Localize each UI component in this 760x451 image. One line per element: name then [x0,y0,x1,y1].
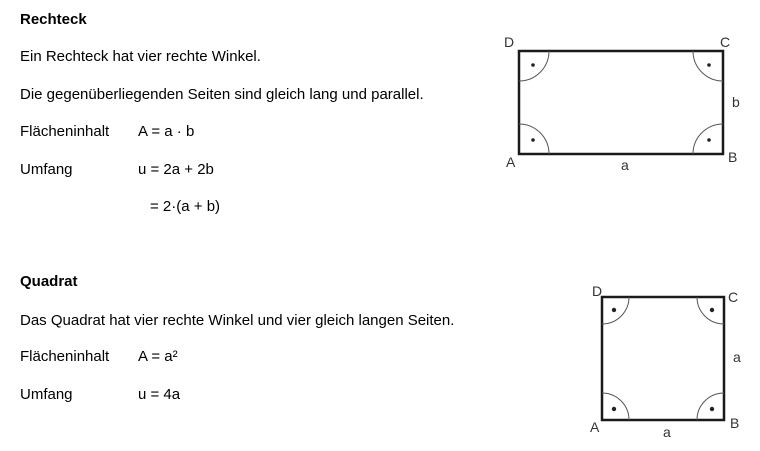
square-vertex-b: B [730,415,740,431]
square-right-angle-dot-b [710,407,714,411]
square-right-angle-arc-b [697,393,724,420]
rectangle-heading: Rechteck [20,11,87,28]
square-heading: Quadrat [20,273,78,290]
square-vertex-c: C [728,289,739,305]
square-side-a-bottom: a [663,424,671,440]
rectangle-property: Die gegenüberliegenden Seiten sind gleich lang und parallel. [20,86,424,103]
square-vertex-a: A [590,419,600,435]
rectangle-area-formula: A = a · b [138,123,195,140]
rectangle-side-b: b [732,94,740,110]
rectangle-vertex-a: A [506,154,516,170]
square-vertex-d: D [592,283,603,299]
square-area-label: Flächeninhalt [20,348,110,365]
rectangle-statement: Ein Rechteck hat vier rechte Winkel. [20,48,261,65]
square-right-angle-dot-a [612,407,616,411]
square-perimeter-formula: u = 4a [138,386,181,403]
rectangle-perimeter-formula: u = 2a + 2b [138,161,214,178]
square-right-angle-arc-a [602,393,629,420]
rectangle-area-label: Flächeninhalt [20,123,110,140]
square-area-formula: A = a² [138,348,178,365]
rectangle-side-a: a [621,157,629,173]
rectangle-vertex-c: C [720,34,731,50]
square-right-angle-dot-c [710,308,714,312]
rectangle-perimeter-formula-alt: = 2·(a + b) [150,198,221,215]
square-right-angle-dot-d [612,308,616,312]
rectangle-vertex-d: D [504,34,515,50]
square-statement: Das Quadrat hat vier rechte Winkel und vier gleich langen Seiten. [20,312,455,329]
square-shape [602,297,724,420]
square-side-a-right: a [733,349,741,365]
rectangle-vertex-b: B [728,149,738,165]
rectangle-perimeter-label: Umfang [20,161,73,178]
square-perimeter-label: Umfang [20,386,73,403]
